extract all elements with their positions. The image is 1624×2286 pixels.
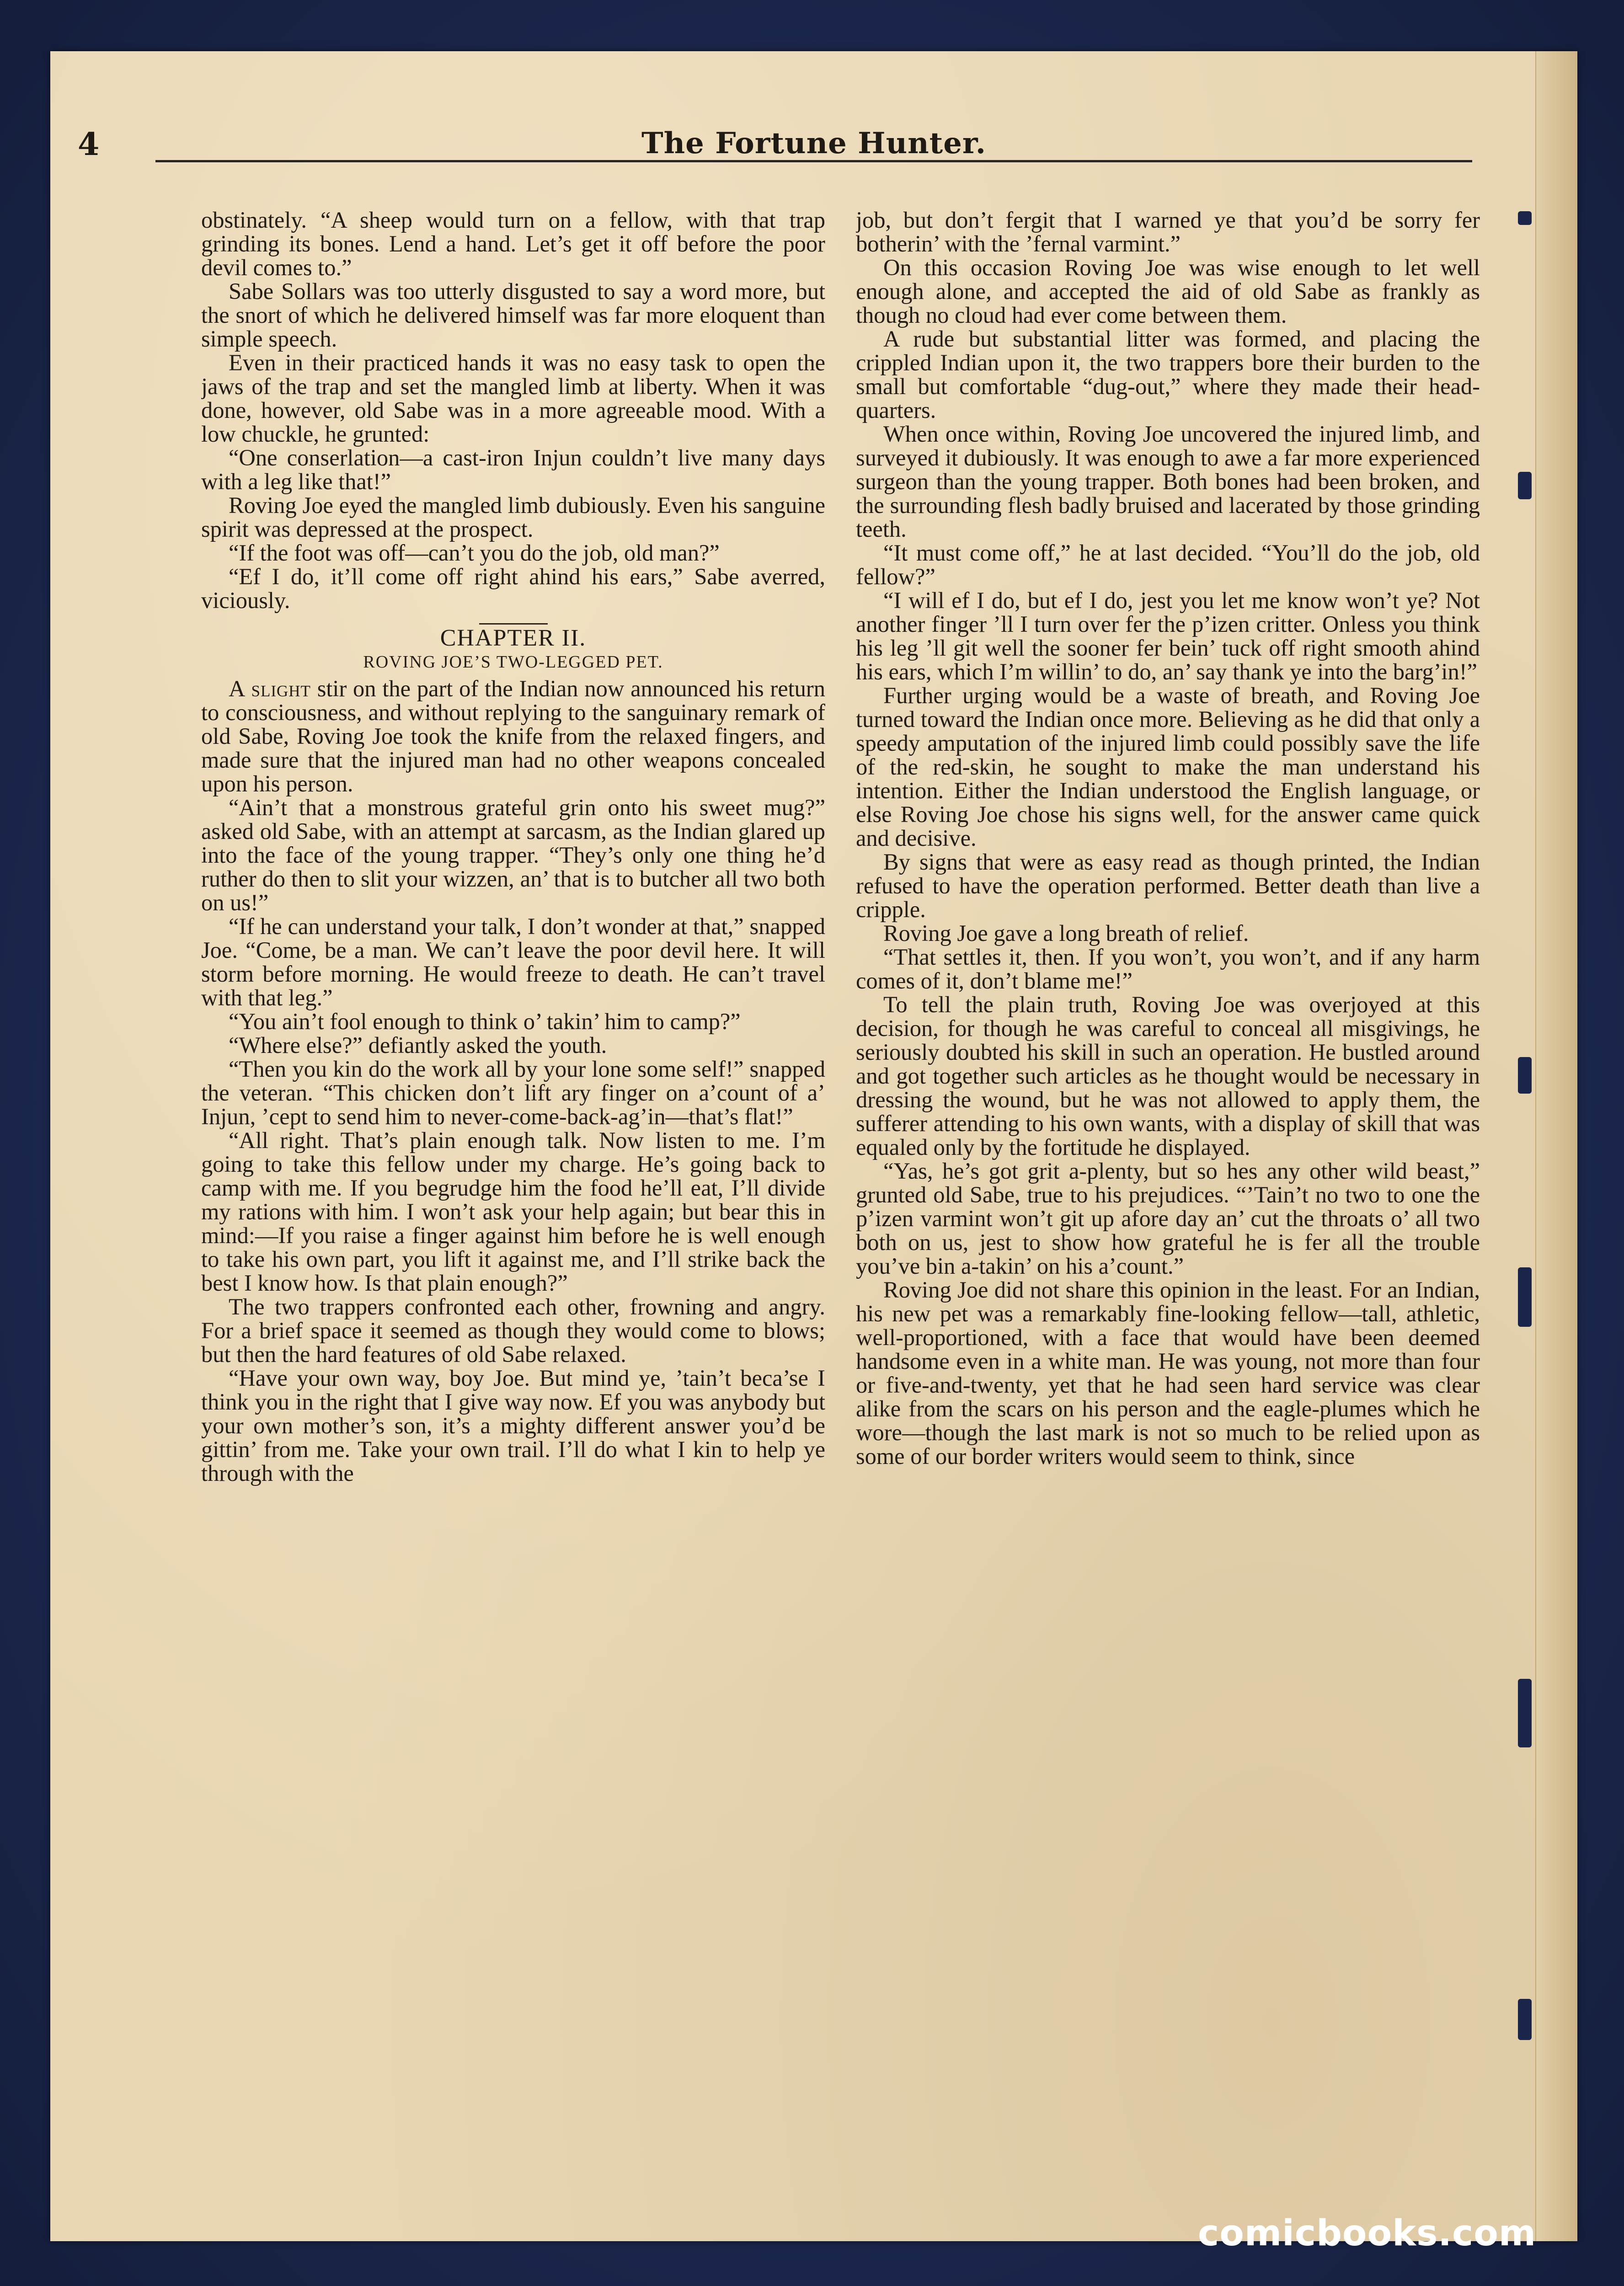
paragraph: A rude but substantial litter was formed, and placing the crippled Indian upon it, the two trappers bore their burden to the small but comfortable “dug-out,” where they made their head-quarters. <box>856 326 1480 423</box>
paragraph: obstinately. “A sheep would turn on a fellow, with that trap grinding its bones. Lend a hand. Let’s get it off before the poor devil comes to.” <box>201 208 825 280</box>
paragraph: “That settles it, then. If you won’t, you won’t, and if any harm comes of it, don’t blame me!” <box>856 944 1480 993</box>
site-watermark: comicbooks.com <box>1198 2213 1537 2254</box>
paragraph: “I will ef I do, but ef I do, jest you let me know won’t ye? Not another finger ’ll I turn over fer the p’izen critter. Onless you think his leg ’ll git well the sooner fer bein’ tuck off right smooth ahind his ears, which I’m willin’ to do, an’ say thank ye into the barg’in!” <box>856 588 1480 684</box>
page-tear-mark <box>1518 1999 1532 2040</box>
paragraph: “Then you kin do the work all by your lone some self!” snapped the veteran. “This chicken don’t lift ary finger on a’count of a’ Injun, ’cept to send him to never-come-back-ag’in—that’s flat!” <box>201 1056 825 1129</box>
paragraph: “Ef I do, it’ll come off right ahind his ears,” Sabe averred, viciously. <box>201 564 825 613</box>
paragraph <box>201 677 825 796</box>
paragraph: When once within, Roving Joe uncovered the injured limb, and surveyed it dubiously. It was enough to awe a far more experienced surgeon than the young trapper. Both bones had been broken, and the surrounding flesh badly bruised and lacerated by those grinding teeth. <box>856 421 1480 542</box>
page-number: 4 <box>78 126 100 163</box>
paragraph: “One conserlation—a cast-iron Injun couldn’t live many days with a leg like that!” <box>201 445 825 494</box>
chapter-lead-words: A slight <box>229 676 311 701</box>
left-column <box>201 208 825 2169</box>
paragraph: “If he can understand your talk, I don’t wonder at that,” snapped Joe. “Come, be a man. We can’t leave the poor devil here. It will storm before morning. He would freeze to death. He can’t travel with that leg.” <box>201 913 825 1010</box>
paragraph: Sabe Sollars was too utterly disgusted to say a word more, but the snort of which he delivered himself was far more eloquent than simple speech. <box>201 278 825 352</box>
paragraph-text: stir on the part of the Indian now announced his return to consciousness, and without replying to the sanguinary remark of old Sabe, Roving Joe took the knife from the relaxed fingers, and made sure that the injured man had no other weapons concealed upon his person. <box>201 676 825 796</box>
paragraph: “Yas, he’s got grit a-plenty, but so hes any other wild beast,” grunted old Sabe, true to his prejudices. “’Tain’t no two to one the p’izen varmint won’t git up afore day an’ cut the throats o’ all two both on us, jest to show how grateful he is fer all the trouble you’ve bin a-takin’ on his a’count.” <box>856 1158 1480 1279</box>
paragraph: “Where else?” defiantly asked the youth. <box>229 1032 607 1058</box>
paragraph: Even in their practiced hands it was no easy task to open the jaws of the trap and set the mangled limb at liberty. When it was done, however, old Sabe was in a more agreeable mood. With a low chuckle, he grunted: <box>201 350 825 447</box>
paragraph: Roving Joe gave a long breath of relief. <box>883 920 1249 946</box>
paragraph: On this occasion Roving Joe was wise enough to let well enough alone, and accepted the aid of old Sabe as frankly as though no cloud had ever come between them. <box>856 255 1480 328</box>
paragraph: To tell the plain truth, Roving Joe was overjoyed at this decision, for though he was careful to conceal all misgivings, he seriously doubted his skill in such an operation. He bustled around and got together such articles as he thought would be necessary in dressing the wound, but he was not allowed to apply them, the sufferer attending to his own wants, with a display of skill that was equaled only by the fortitude he displayed. <box>856 992 1480 1160</box>
paragraph: “It must come off,” he at last decided. “You’ll do the job, old fellow?” <box>856 540 1480 589</box>
paragraph: “All right. That’s plain enough talk. Now listen to me. I’m going to take this fellow under my charge. He’s going back to camp with me. If you begrudge him the food he’ll eat, I’ll divide my rations with him. I won’t ask your help again; but bear this in mind:—If you raise a finger against him before he is well enough to take his own part, you lift it against me, and I’ll strike back the best I know how. Is that plain enough?” <box>201 1127 825 1296</box>
paragraph: job, but don’t fergit that I warned ye that you’d be sorry fer botherin’ with the ’fernal varmint.” <box>856 208 1480 256</box>
chapter-divider <box>479 623 548 625</box>
paragraph: By signs that were as easy read as though printed, the Indian refused to have the operation performed. Better death than live a cripple. <box>856 849 1480 922</box>
running-header <box>155 82 1472 162</box>
right-column <box>856 208 1480 2169</box>
page-tear-mark <box>1518 1057 1532 1094</box>
chapter-subtitle: ROVING JOE’S TWO-LEGGED PET. <box>363 652 663 672</box>
page-tear-mark <box>1518 211 1532 225</box>
chapter-title: CHAPTER II. <box>440 625 587 651</box>
paragraph: “Have your own way, boy Joe. But mind ye, ’tain’t beca’se I think you in the right that I give way now. Ef you was anybody but your own mother’s son, it’s a mighty different answer you’d be gittin’ from me. Take your own trail. I’ll do what I kin to help ye through with the <box>201 1365 825 1486</box>
page-tear-mark <box>1518 1679 1532 1747</box>
page-tear-mark <box>1518 472 1532 499</box>
running-title: The Fortune Hunter. <box>641 126 987 160</box>
paragraph: The two trappers confronted each other, frowning and angry. For a brief space it seemed as though they would come to blows; but then the hard features of old Sabe relaxed. <box>201 1294 825 1367</box>
paragraph: Roving Joe eyed the mangled limb dubiously. Even his sanguine spirit was depressed at the prospect. <box>201 492 825 542</box>
paragraph: “Ain’t that a monstrous grateful grin onto his sweet mug?” asked old Sabe, with an attempt at sarcasm, as the Indian glared up into the face of the young trapper. “They’s only one thing he’d ruther do then to slit your wizzen, an’ that is to butcher all two both on us!” <box>201 795 825 915</box>
page-edge <box>1535 51 1577 2241</box>
paragraph: Roving Joe did not share this opinion in the least. For an Indian, his new pet was a remarkably fine-looking fellow—tall, athletic, well-proportioned, with a face that would have been deemed handsome even in a white man. He was young, not more than four or five-and-twenty, yet that he had seen hard service was clear alike from the scars on his person and the eagle-plumes which he wore—though the last mark is not so much to be relied upon as some of our border writers would seem to think, since <box>856 1277 1480 1469</box>
paragraph: “If the foot was off—can’t you do the job, old man?” <box>229 540 720 566</box>
paragraph: “You ain’t fool enough to think o’ takin’ him to camp?” <box>229 1009 741 1034</box>
page-tear-mark <box>1518 1267 1532 1327</box>
paragraph: Further urging would be a waste of breath, and Roving Joe turned toward the Indian once more. Believing as he did that only a speedy amputation of the injured limb could possibly save the life of the red-skin, he sought to make the man understand his intention. Either the Indian understood the English language, or else Roving Joe chose his signs well, for the answer came quick and decisive. <box>856 683 1480 851</box>
